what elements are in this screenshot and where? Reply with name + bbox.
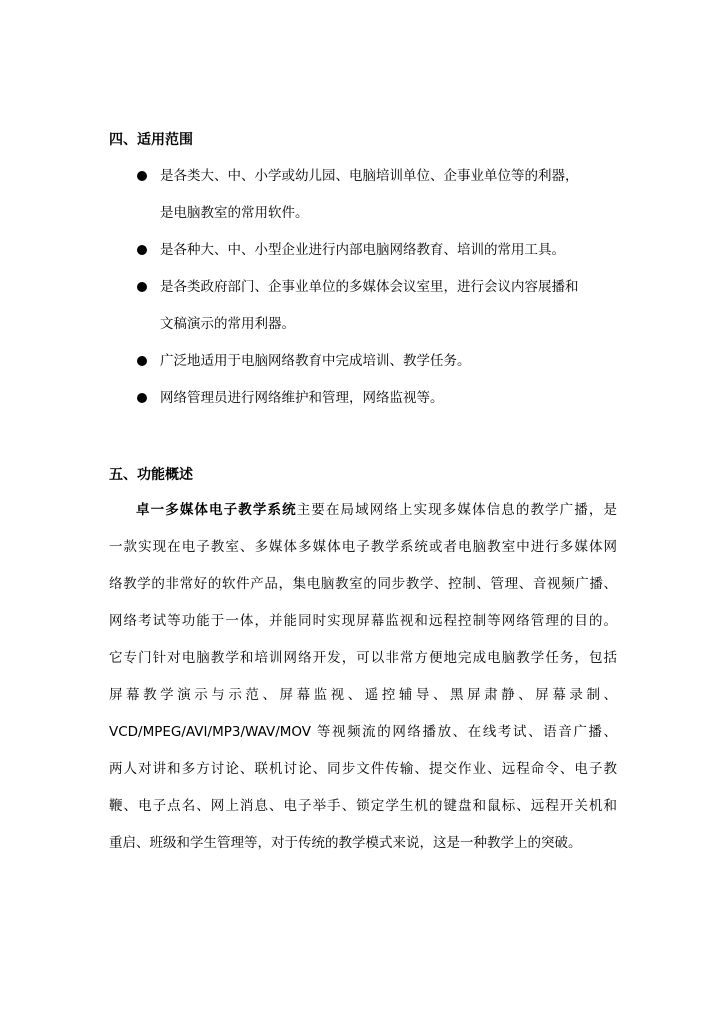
bullet-item-text-continued: 文稿演示的常用利器。 — [160, 316, 295, 332]
product-name: 卓一多媒体电子教学系统 — [136, 502, 297, 518]
bullet-item-text-continued: 是电脑教室的常用软件。 — [160, 205, 309, 221]
paragraph-line: 重启、班级和学生管理等，对于传统的教学模式来说，这是一种教学上的突破。 — [109, 835, 582, 851]
bullet-dot — [137, 356, 147, 366]
paragraph-line — [136, 500, 617, 520]
bullet-item-text: 广泛地适用于电脑网络教育中完成培训、教学任务。 — [160, 353, 471, 369]
paragraph-line: 屏幕教学演示与示范、屏幕监视、遥控辅导、黑屏肃静、屏幕录制、 — [109, 687, 617, 703]
bullet-item-text: 是各种大、中、小型企业进行内部电脑网络教育、培训的常用工具。 — [160, 242, 565, 258]
bullet-dot — [137, 393, 147, 403]
bullet-item-text: 是各类大、中、小学或幼儿园、电脑培训单位、企事业单位等的利器， — [160, 168, 579, 184]
paragraph-line: 它专门针对电脑教学和培训网络开发，可以非常方便地完成电脑教学任务，包括 — [109, 650, 617, 666]
section-heading-scope: 四、适用范围 — [109, 132, 193, 148]
paragraph-line: 一款实现在电子教室、多媒体多媒体电子教学系统或者电脑教室中进行多媒体网 — [109, 539, 617, 555]
paragraph-line: 网络考试等功能于一体，并能同时实现屏幕监视和远程控制等网络管理的目的。 — [109, 613, 617, 629]
paragraph-line: 鞭、电子点名、网上消息、电子举手、锁定学生机的键盘和鼠标、远程开关机和 — [109, 798, 617, 814]
bullet-dot — [137, 282, 147, 292]
paragraph-line: 络教学的非常好的软件产品，集电脑教室的同步教学、控制、管理、音视频广播、 — [109, 576, 617, 592]
paragraph-line: VCD/MPEG/AVI/MP3/WAV/MOV 等视频流的网络播放、在线考试、语音广播、 — [109, 724, 617, 740]
bullet-item-text: 网络管理员进行网络维护和管理，网络监视等。 — [160, 390, 444, 406]
section-heading-overview: 五、功能概述 — [109, 467, 193, 483]
paragraph-line: 两人对讲和多方讨论、联机讨论、同步文件传输、提交作业、远程命令、电子教 — [109, 761, 617, 777]
bullet-dot — [137, 171, 147, 181]
bullet-dot — [137, 245, 147, 255]
paragraph-line-text: 主要在局域网络上实现多媒体信息的教学广播，是 — [296, 502, 617, 518]
bullet-item-text: 是各类政府部门、企事业单位的多媒体会议室里，进行会议内容展播和 — [160, 279, 579, 295]
